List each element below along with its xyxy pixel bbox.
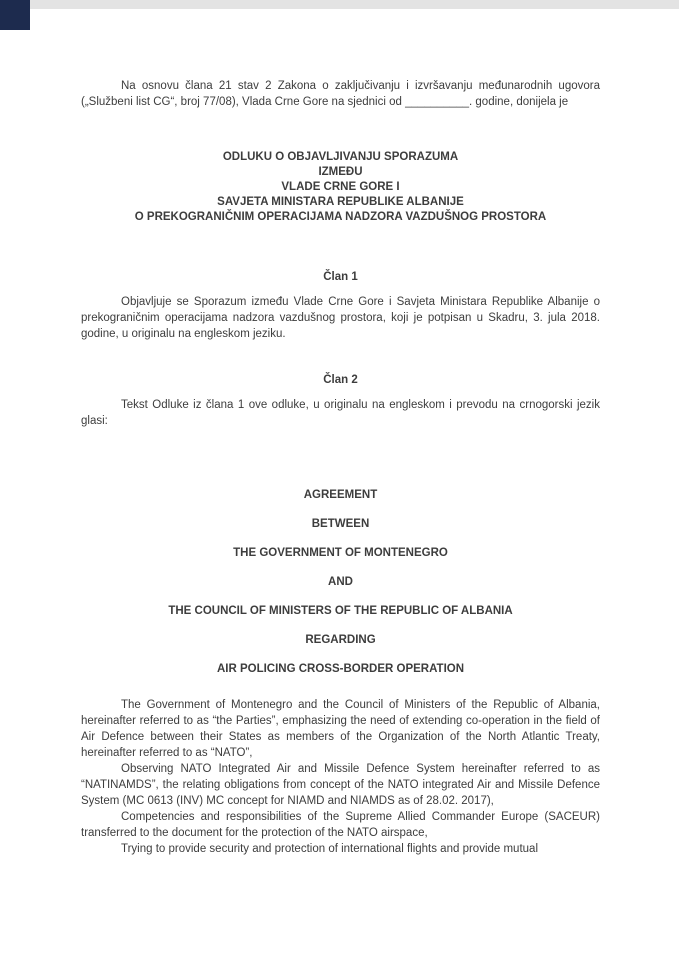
- decision-title-line: SAVJETA MINISTARA REPUBLIKE ALBANIJE: [217, 196, 464, 208]
- decision-title: [81, 150, 600, 225]
- clan-1-heading: Član 1: [323, 271, 358, 283]
- agreement-body: [81, 697, 600, 857]
- decision-title-line: O PREKOGRANIČNIM OPERACIJAMA NADZORA VAZDUŠNOG PROSTORA: [134, 211, 547, 223]
- clan-2-paragraph: Tekst Odluke iz člana 1 ove odluke, u originalu na engleskom i prevodu na crnogorski jezik glasi:: [81, 399, 600, 427]
- agreement-title-line: AGREEMENT: [303, 489, 378, 501]
- viewer-top-strip: [0, 0, 679, 9]
- body-paragraph: Competencies and responsibilities of the Supreme Allied Commander Europe (SACEUR) transferred to the document for the protection of the NATO airspace,: [81, 811, 600, 839]
- decision-title-line: ODLUKU O OBJAVLJIVANJU SPORAZUMA: [222, 151, 459, 163]
- agreement-title-line: THE GOVERNMENT OF MONTENEGRO: [233, 547, 448, 559]
- agreement-title-line: AND: [328, 576, 353, 588]
- body-paragraph: Observing NATO Integrated Air and Missile Defence System hereinafter referred to as “NATINAMDS”, the relating obligations from concept of the NATO integrated Air and Missile Defence System (MC 0613 (INV) MC concept for NIAMD and NIAMDS as of 28.02. 2017),: [81, 763, 600, 807]
- agreement-title-line: REGARDING: [305, 634, 376, 646]
- agreement-title: [81, 487, 600, 677]
- agreement-title-line: BETWEEN: [311, 518, 370, 530]
- decision-title-line: IZMEĐU: [318, 166, 363, 178]
- corner-navy-square: [0, 0, 30, 30]
- intro-paragraph: Na osnovu člana 21 stav 2 Zakona o zaključivanju i izvršavanju međunarodnih ugovora („Službeni list CG“, broj 77/08), Vlada Crne Gore na sjednici od __________. godine, donijela je: [81, 80, 600, 108]
- agreement-title-line: THE COUNCIL OF MINISTERS OF THE REPUBLIC OF ALBANIA: [168, 605, 513, 617]
- clan-1-paragraph: Objavljuje se Sporazum između Vlade Crne Gore i Savjeta Ministara Republike Albanije o prekograničnim operacijama nadzora vazdušnog prostora, koji je potpisan u Skadru, 3. jula 2018. godine, u originalu na engleskom jeziku.: [81, 296, 600, 340]
- body-paragraph: The Government of Montenegro and the Council of Ministers of the Republic of Albania, hereinafter referred to as “the Parties”, emphasizing the need of extending co-operation in the field of Air Defence between their States as members of the Organization of the North Atlantic Treaty, hereinafter referred to as “NATO”,: [81, 699, 600, 759]
- decision-title-line: VLADE CRNE GORE I: [281, 181, 400, 193]
- document-content: [81, 78, 600, 857]
- agreement-title-line: AIR POLICING CROSS-BORDER OPERATION: [216, 663, 465, 675]
- body-paragraph: Trying to provide security and protection of international flights and provide mutual: [121, 843, 538, 855]
- clan-2-heading: Član 2: [323, 374, 358, 386]
